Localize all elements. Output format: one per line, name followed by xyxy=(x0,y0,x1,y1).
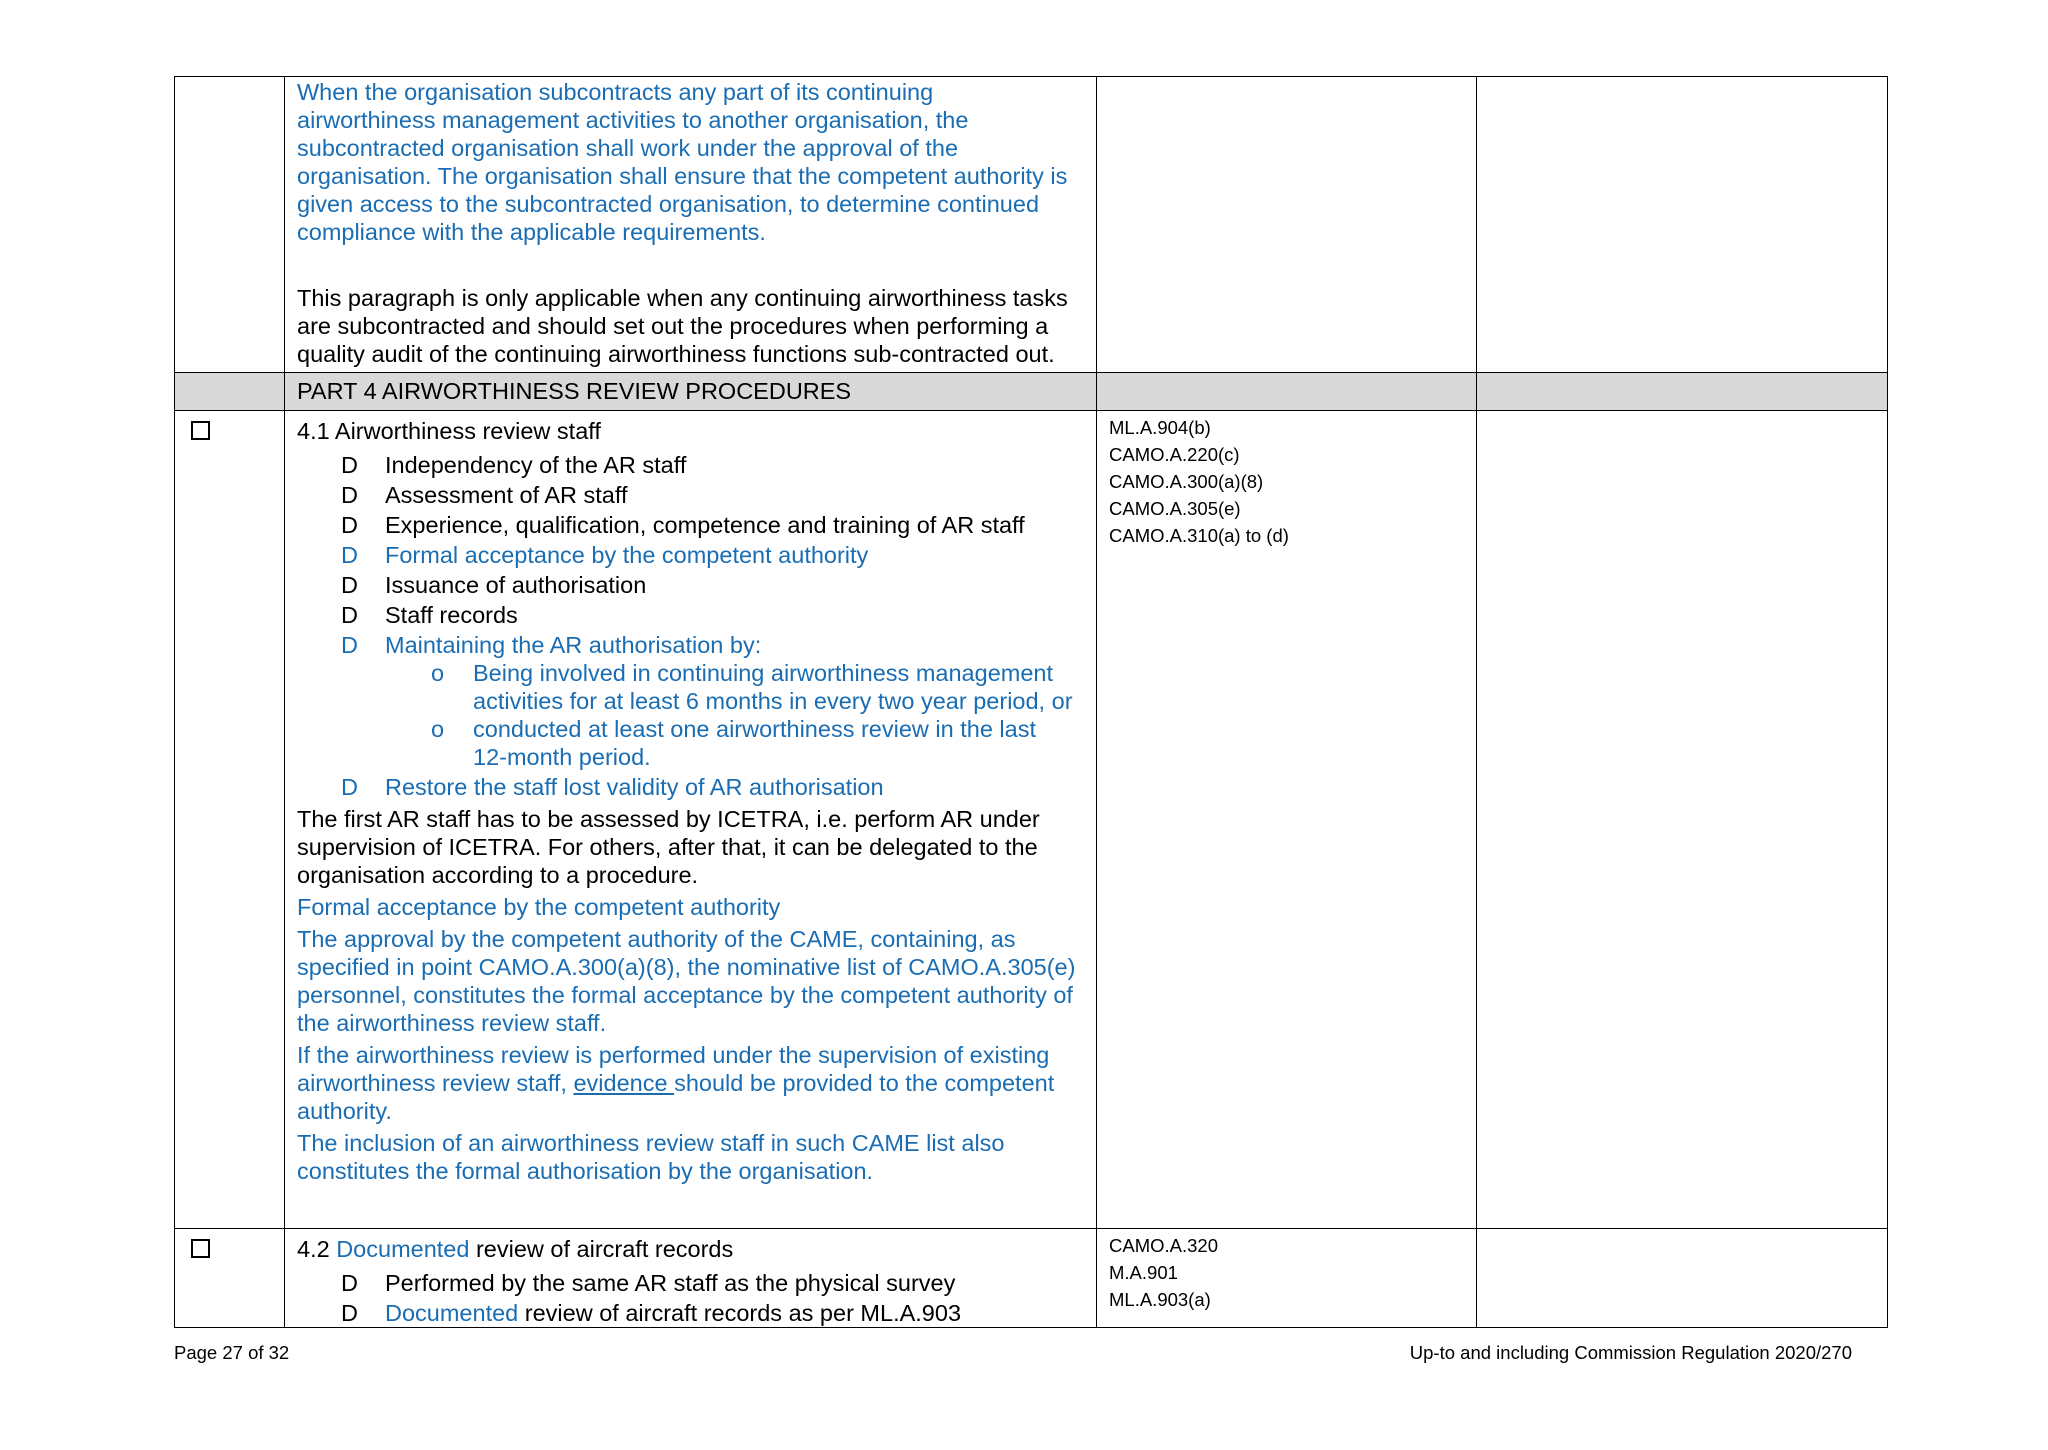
subcontract-blue-text: When the organisation subcontracts any part of its continuing airworthiness management activities to another organisation, the subcontracted organisation shall work under the approval of the organisation. The organisation shall ensure that the competent authority is given access to the subcontracted organisation, to determine continued compliance with the applicable requirements. xyxy=(297,79,1068,245)
checkbox-cell xyxy=(175,411,285,1229)
notes-cell xyxy=(1477,373,1888,411)
reference-cell xyxy=(1097,411,1477,1229)
notes-cell xyxy=(1477,77,1888,373)
section-heading: PART 4 AIRWORTHINESS REVIEW PROCEDURES xyxy=(297,378,852,404)
list-item: D Documented review of aircraft records as per ML.A.903 xyxy=(341,1300,962,1326)
list-item: D Performed by the same AR staff as the physical survey xyxy=(341,1270,956,1296)
list-item: D Assessment of AR staff xyxy=(341,482,628,508)
checkbox[interactable] xyxy=(191,1239,210,1258)
checkbox-cell xyxy=(175,77,285,373)
paragraph: If the airworthiness review is performed under the supervision of existing airworthiness review staff, evidence should be provided to the competent authority. xyxy=(297,1042,1055,1124)
page-number: Page 27 of 32 xyxy=(174,1342,290,1363)
reference: CAMO.A.320 xyxy=(1109,1235,1218,1256)
checklist-table xyxy=(174,76,1888,1328)
reference: CAMO.A.220(c) xyxy=(1109,444,1240,465)
reference-cell xyxy=(1097,1229,1477,1328)
list-item: D Independency of the AR staff xyxy=(341,452,687,478)
paragraph: Formal acceptance by the competent authority xyxy=(297,894,781,920)
reference: CAMO.A.300(a)(8) xyxy=(1109,471,1264,492)
reference: ML.A.904(b) xyxy=(1109,417,1211,438)
checkbox-cell xyxy=(175,1229,285,1328)
item-heading: 4.1 Airworthiness review staff xyxy=(297,418,601,444)
paragraph: The approval by the competent authority of the CAME, containing, as specified in point CAMO.A.300(a)(8), the nominative list of CAMO.A.305(e) personnel, constitutes the formal acceptance by the competent authority of the airworthiness review staff. xyxy=(297,926,1076,1036)
section-row xyxy=(175,373,1888,411)
paragraph: The first AR staff has to be assessed by ICETRA, i.e. perform AR under supervision of ICETRA. For others, after that, it can be delegated to the organisation according to a procedure. xyxy=(297,806,1040,888)
reference-cell xyxy=(1097,77,1477,373)
list-item: D Maintaining the AR authorisation by: xyxy=(341,632,762,658)
reference-cell xyxy=(1097,373,1477,411)
paragraph: The inclusion of an airworthiness review staff in such CAME list also constitutes the formal authorisation by the organisation. xyxy=(297,1130,1005,1184)
reference: CAMO.A.310(a) to (d) xyxy=(1109,525,1289,546)
notes-cell xyxy=(1477,411,1888,1229)
reference: M.A.901 xyxy=(1109,1262,1178,1283)
reference: CAMO.A.305(e) xyxy=(1109,498,1241,519)
sub-list-item: o conducted at least one airworthiness review in the last 12-month period. xyxy=(431,716,1037,770)
content-cell xyxy=(285,1229,1097,1328)
table-row xyxy=(175,1229,1888,1328)
reference: ML.A.903(a) xyxy=(1109,1289,1211,1310)
section-heading-cell xyxy=(285,373,1097,411)
list-item: D Restore the staff lost validity of AR authorisation xyxy=(341,774,884,800)
sub-list-item: o Being involved in continuing airworthiness management activities for at least 6 months in every two year period, or xyxy=(431,660,1073,714)
notes-cell xyxy=(1477,1229,1888,1328)
footer-regulation: Up-to and including Commission Regulation 2020/270 xyxy=(1409,1342,1852,1363)
list-item: D Staff records xyxy=(341,602,518,628)
table-row xyxy=(175,77,1888,373)
list-item: D Experience, qualification, competence and training of AR staff xyxy=(341,512,1025,538)
content-cell xyxy=(285,411,1097,1229)
list-item: D Formal acceptance by the competent authority xyxy=(341,542,869,568)
content-cell xyxy=(285,77,1097,373)
checkbox-cell xyxy=(175,373,285,411)
checkbox[interactable] xyxy=(191,421,210,440)
item-heading: 4.2 Documented review of aircraft records xyxy=(297,1236,734,1262)
subcontract-black-text: This paragraph is only applicable when any continuing airworthiness tasks are subcontracted and should set out the procedures when performing a quality audit of the continuing airworthiness functions sub-contracted out. xyxy=(297,285,1068,367)
table-row xyxy=(175,411,1888,1229)
evidence-link[interactable]: evidence xyxy=(573,1070,675,1096)
list-item: D Issuance of authorisation xyxy=(341,572,647,598)
